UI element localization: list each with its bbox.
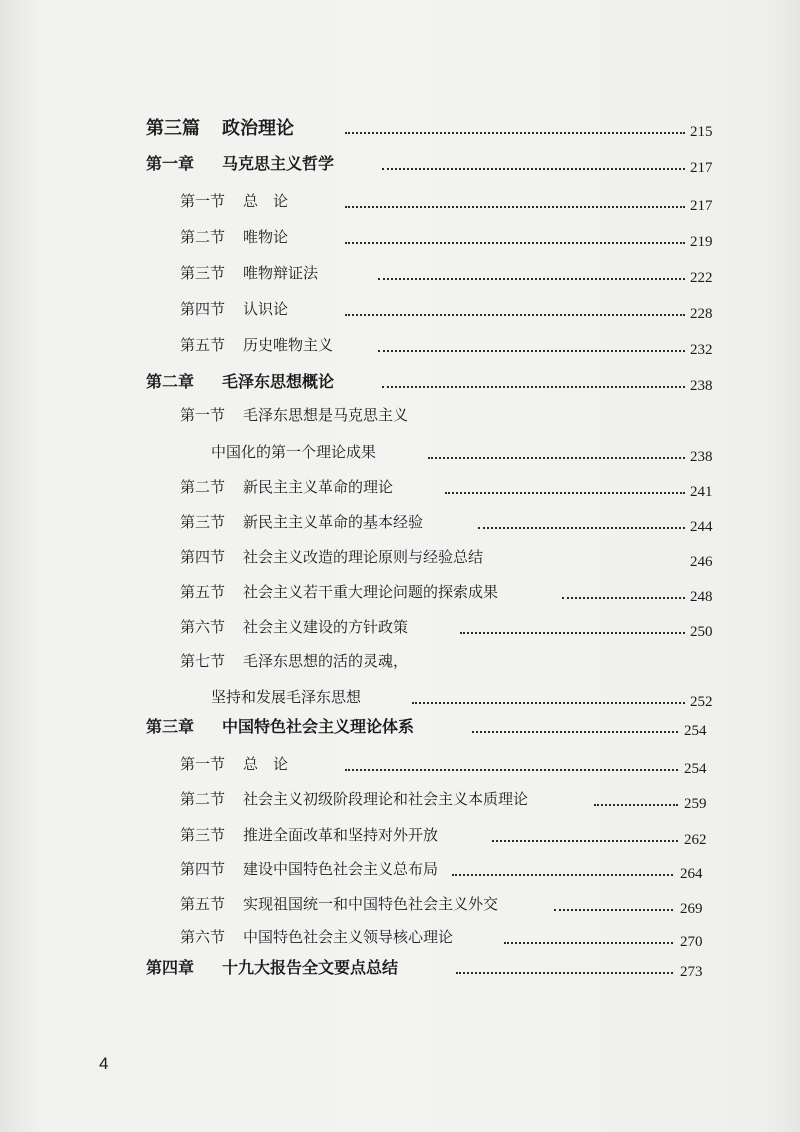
dot-leader bbox=[478, 515, 685, 529]
section-title: 实现祖国统一和中国特色社会主义外交 bbox=[243, 895, 499, 913]
section-title: 社会主义改造的理论原则与经验总结 bbox=[243, 548, 484, 566]
dot-leader bbox=[428, 445, 685, 459]
dot-leader bbox=[492, 828, 678, 842]
dot-leader bbox=[345, 230, 685, 244]
section-entry bbox=[0, 480, 800, 514]
part-entry bbox=[0, 120, 800, 154]
page-ref: 264 bbox=[680, 866, 703, 882]
page-ref: 244 bbox=[690, 519, 713, 535]
section-title: 历史唯物主义 bbox=[243, 336, 334, 354]
page-ref: 270 bbox=[680, 934, 703, 950]
section-entry bbox=[0, 930, 800, 964]
section-label: 第四节 bbox=[180, 300, 226, 318]
section-label: 第五节 bbox=[180, 583, 226, 601]
cont-title: 坚持和发展毛泽东思想 bbox=[211, 688, 362, 706]
dot-leader bbox=[472, 719, 678, 733]
dot-leader bbox=[562, 585, 685, 599]
page-ref: 238 bbox=[690, 449, 713, 465]
dot-leader bbox=[594, 792, 678, 806]
section-label: 第五节 bbox=[180, 336, 226, 354]
section-entry bbox=[0, 620, 800, 654]
dot-leader bbox=[382, 156, 685, 170]
section-entry bbox=[0, 757, 800, 791]
page-ref: 217 bbox=[690, 160, 713, 176]
page-ref: 215 bbox=[690, 124, 713, 140]
page-ref: 273 bbox=[680, 964, 703, 980]
dot-leader bbox=[452, 862, 673, 876]
dot-leader bbox=[554, 897, 673, 911]
page-ref: 232 bbox=[690, 342, 713, 358]
section-entry bbox=[0, 585, 800, 619]
dot-leader bbox=[378, 266, 685, 280]
dot-leader bbox=[345, 194, 685, 208]
chapter-title: 十九大报告全文要点总结 bbox=[222, 958, 399, 977]
page-ref: 252 bbox=[690, 694, 713, 710]
section-title: 新民主主义革命的理论 bbox=[243, 478, 394, 496]
chapter-title: 马克思主义哲学 bbox=[222, 154, 335, 173]
section-title: 唯物辩证法 bbox=[243, 264, 319, 282]
page-ref: 219 bbox=[690, 234, 713, 250]
section-title: 毛泽东思想的活的灵魂， bbox=[243, 652, 409, 670]
chapter-entry bbox=[0, 374, 800, 408]
dot-leader bbox=[445, 480, 685, 494]
dot-leader bbox=[382, 374, 685, 388]
section-label: 第一节 bbox=[180, 406, 226, 424]
section-entry bbox=[0, 338, 800, 372]
section-entry bbox=[0, 654, 800, 688]
dot-leader bbox=[378, 338, 685, 352]
dot-leader bbox=[345, 302, 685, 316]
section-title: 毛泽东思想是马克思主义 bbox=[243, 406, 409, 424]
cont-title: 中国化的第一个理论成果 bbox=[211, 443, 377, 461]
chapter-label: 第三章 bbox=[146, 717, 195, 736]
section-title: 建设中国特色社会主义总布局 bbox=[243, 860, 439, 878]
dot-leader bbox=[345, 757, 678, 771]
section-label: 第六节 bbox=[180, 618, 226, 636]
section-label: 第六节 bbox=[180, 928, 226, 946]
section-title: 社会主义初级阶段理论和社会主义本质理论 bbox=[243, 790, 529, 808]
dot-leader bbox=[456, 960, 673, 974]
page-ref: 269 bbox=[680, 901, 703, 917]
section-title: 总 论 bbox=[243, 192, 289, 210]
chapter-label: 第四章 bbox=[146, 958, 195, 977]
section-label: 第二节 bbox=[180, 228, 226, 246]
dot-leader bbox=[412, 690, 685, 704]
page-ref: 228 bbox=[690, 306, 713, 322]
chapter-label: 第二章 bbox=[146, 372, 195, 391]
chapter-label: 第一章 bbox=[146, 154, 195, 173]
page-ref: 248 bbox=[690, 589, 713, 605]
section-entry bbox=[0, 862, 800, 896]
section-entry bbox=[0, 194, 800, 228]
section-label: 第一节 bbox=[180, 192, 226, 210]
part-title: 政治理论 bbox=[222, 118, 294, 139]
section-label: 第四节 bbox=[180, 860, 226, 878]
section-entry bbox=[0, 302, 800, 336]
section-label: 第七节 bbox=[180, 652, 226, 670]
chapter-title: 毛泽东思想概论 bbox=[222, 372, 335, 391]
page-ref: 222 bbox=[690, 270, 713, 286]
dot-leader bbox=[460, 620, 685, 634]
dot-leader bbox=[345, 120, 685, 134]
section-title: 社会主义建设的方针政策 bbox=[243, 618, 409, 636]
section-label: 第三节 bbox=[180, 826, 226, 844]
section-entry bbox=[0, 792, 800, 826]
section-entry bbox=[0, 550, 800, 584]
section-label: 第一节 bbox=[180, 755, 226, 773]
section-title: 认识论 bbox=[243, 300, 289, 318]
page-ref: 217 bbox=[690, 198, 713, 214]
section-label: 第三节 bbox=[180, 264, 226, 282]
section-title: 社会主义若干重大理论问题的探索成果 bbox=[243, 583, 499, 601]
section-entry bbox=[0, 266, 800, 300]
section-label: 第二节 bbox=[180, 790, 226, 808]
page-ref: 241 bbox=[690, 484, 713, 500]
section-title: 唯物论 bbox=[243, 228, 289, 246]
chapter-entry bbox=[0, 960, 800, 994]
page-ref: 246 bbox=[690, 554, 713, 570]
section-title: 总 论 bbox=[243, 755, 289, 773]
section-label: 第三节 bbox=[180, 513, 226, 531]
section-label: 第四节 bbox=[180, 548, 226, 566]
chapter-entry bbox=[0, 156, 800, 190]
page-number: 4 bbox=[99, 1054, 109, 1073]
section-entry bbox=[0, 897, 800, 931]
section-title: 中国特色社会主义领导核心理论 bbox=[243, 928, 454, 946]
section-label: 第二节 bbox=[180, 478, 226, 496]
page-ref: 238 bbox=[690, 378, 713, 394]
part-label: 第三篇 bbox=[146, 118, 200, 139]
section-title: 新民主主义革命的基本经验 bbox=[243, 513, 424, 531]
page-ref: 254 bbox=[684, 761, 707, 777]
section-title: 推进全面改革和坚持对外开放 bbox=[243, 826, 439, 844]
chapter-title: 中国特色社会主义理论体系 bbox=[222, 717, 415, 736]
dot-leader bbox=[504, 930, 673, 944]
section-entry bbox=[0, 828, 800, 862]
cont-entry bbox=[0, 445, 800, 479]
page-ref: 259 bbox=[684, 796, 707, 812]
section-entry bbox=[0, 408, 800, 442]
section-label: 第五节 bbox=[180, 895, 226, 913]
section-entry bbox=[0, 515, 800, 549]
chapter-entry bbox=[0, 719, 800, 753]
section-entry bbox=[0, 230, 800, 264]
page-ref: 262 bbox=[684, 832, 707, 848]
page-ref: 250 bbox=[690, 624, 713, 640]
page-ref: 254 bbox=[684, 723, 707, 739]
